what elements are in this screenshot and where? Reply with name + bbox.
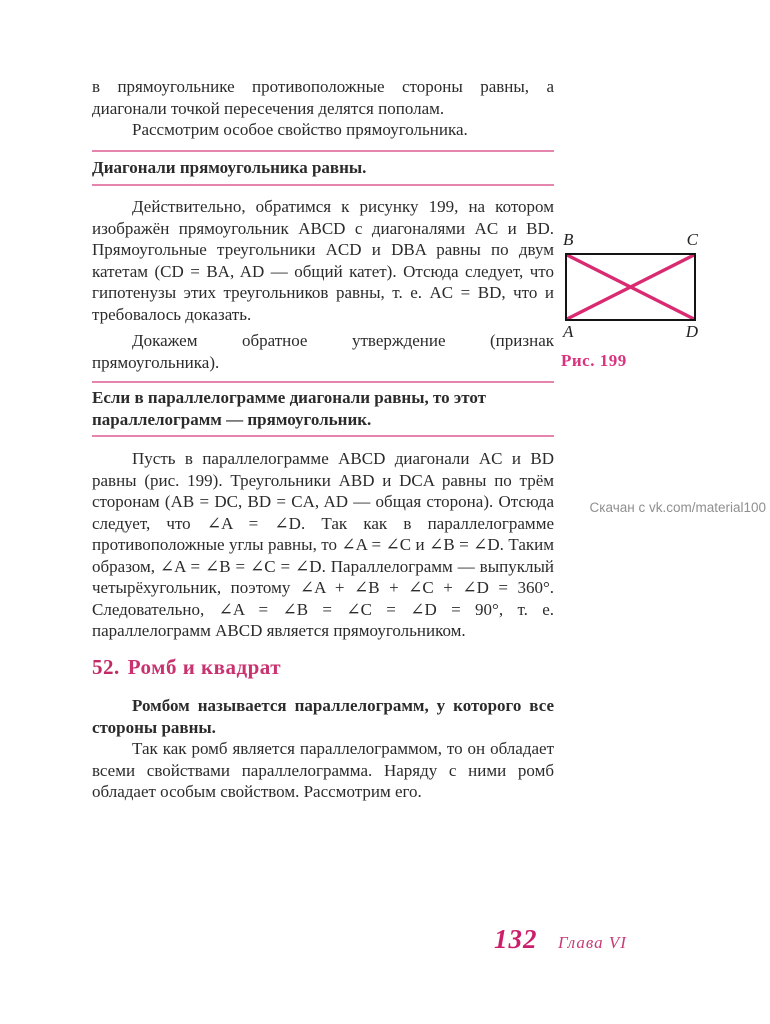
section-heading <box>92 654 554 679</box>
page-number: 132 <box>494 924 538 954</box>
theorem-parallelogram-rect <box>92 381 554 437</box>
section-number: 52. <box>92 654 120 679</box>
vertex-label-a: A <box>563 322 574 341</box>
paragraph-lead-in: Рассмотрим особое свойство прямоугольника. <box>132 120 468 139</box>
theorem-text: Если в параллелограмме диагонали равны, то этот параллелограмм — прямоугольник. <box>92 388 486 429</box>
theorem-rect-diagonals <box>92 150 554 187</box>
paragraph-rhombus-properties: Так как ромб является параллелограммом, то он обладает всеми свойствами параллелограмма. Наряду с ними ромб обладает особым свойством. Рассмотрим его. <box>92 739 554 802</box>
watermark-text: Скачан с vk.com/material100 <box>589 500 766 515</box>
figure-caption: Рис. 199 <box>561 351 627 370</box>
vertex-label-b: B <box>563 230 574 249</box>
paragraph-converse-intro: Докажем обратное утверждение (признак прямоугольника). <box>92 331 554 372</box>
theorem-text: Диагонали прямоугольника равны. <box>92 157 367 177</box>
rectangle-diagram <box>565 253 696 321</box>
body-column <box>92 76 554 803</box>
vertex-label-c: C <box>686 230 698 249</box>
paragraph-rhombus-definition: Ромбом называется параллелограмм, у которого все стороны равны. <box>92 696 554 737</box>
paragraph-intro: в прямоугольнике противоположные стороны равны, а диагонали точкой пересечения делятся пополам. <box>92 77 554 118</box>
paragraph-proof-converse: Пусть в параллелограмме ABCD диагонали AC и BD равны (рис. 199). Треугольники ABD и DCA равны по трём сторонам (AB = DC, BD = CA, AD — общая сторона). Отсюда следует, что ∠A = ∠D. Так как в параллелограмме противоположные углы равны, то ∠A = ∠C и ∠B = ∠D. Таким образом, ∠A = ∠B = ∠C = ∠D. Параллелограмм — выпуклый четырёхугольник, поэтому ∠A + ∠B + ∠C + ∠D = 360°. Следовательно, ∠A = ∠B = ∠C = ∠D = 90°, т. е. параллелограмм ABCD является прямоугольником. <box>92 449 554 640</box>
chapter-label: Глава VI <box>558 933 627 952</box>
section-title: Ромб и квадрат <box>127 654 282 679</box>
paragraph-proof-direct: Действительно, обратимся к рисунку 199, на котором изображён прямоугольник ABCD с диагоналями AC и BD. Прямоугольные треугольники ACD и DBA равны по двум катетам (CD = BA, AD — общий катет). Отсюда следует, что гипотенузы этих треугольников равны, т. е. AC = BD, что и требовалось доказать. <box>92 197 554 324</box>
diagonal-lines <box>567 255 694 319</box>
vertex-label-d: D <box>685 322 698 341</box>
